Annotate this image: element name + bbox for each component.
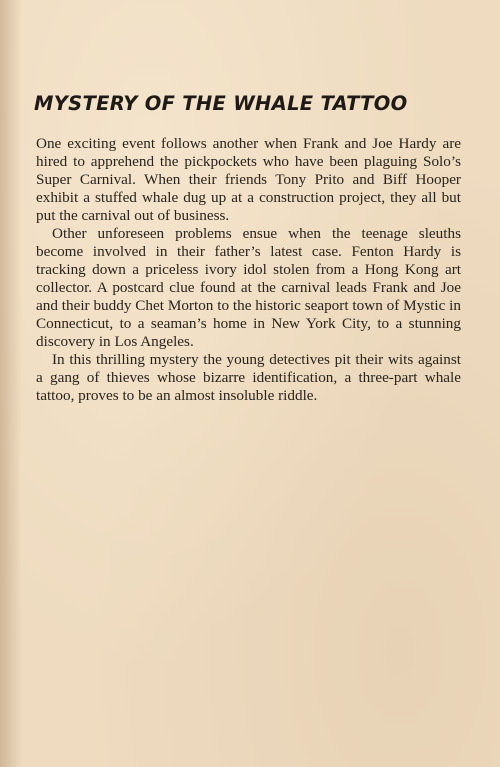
synopsis-paragraph-1: One exciting event follows another when Frank and Joe Hardy are hired to apprehend the pickpockets who have been plaguing Solo’s Super Carnival. When their friends Tony Prito and Biff Hooper exhibit a stuffed whale dug up at a construction project, they all but put the carnival out of business. bbox=[36, 135, 461, 224]
synopsis-paragraph-3: In this thrilling mystery the young detectives pit their wits against a gang of thieves whose bizarre identification, a three-part whale tattoo, proves to be an almost insoluble riddle. bbox=[36, 351, 461, 404]
synopsis-text bbox=[36, 135, 461, 405]
book-title: MYSTERY OF THE WHALE TATTOO bbox=[34, 92, 408, 115]
synopsis-paragraph-2: Other unforeseen problems ensue when the teenage sleuths become involved in their father’s latest case. Fenton Hardy is tracking down a priceless ivory idol stolen from a Hong Kong art collector. A postcard clue found at the carnival leads Frank and Joe and their buddy Chet Morton to the historic seaport town of Mystic in Connecticut, to a seaman’s home in New York City, to a stunning discovery in Los Angeles. bbox=[36, 225, 461, 350]
